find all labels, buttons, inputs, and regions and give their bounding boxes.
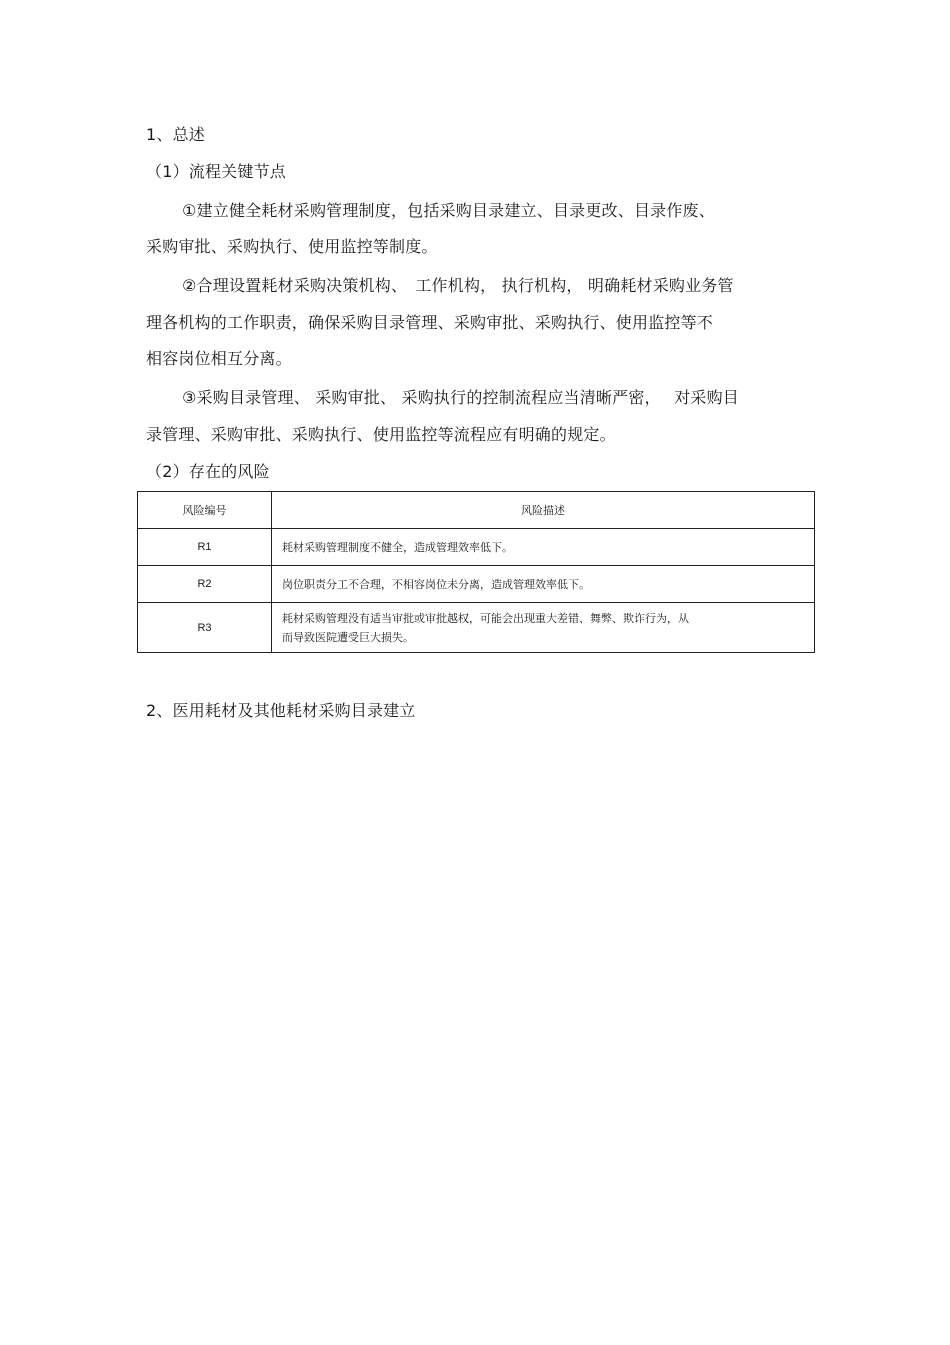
risk-id-cell: R2 — [138, 566, 272, 603]
header-risk-id: 风险编号 — [138, 492, 272, 529]
risk-desc-cell — [272, 566, 815, 603]
para-3-line-1: ③采购目录管理、 采购审批、 采购执行的控制流程应当清晰严密， 对采购目 — [182, 388, 740, 407]
table-header-row — [138, 492, 815, 529]
risk-id-cell: R3 — [138, 603, 272, 653]
risk-desc-line: 而导致医院遭受巨大损失。 — [282, 630, 414, 644]
risk-table — [137, 491, 815, 653]
risk-desc-line: 岗位职责分工不合理，不相容岗位未分离，造成管理效率低下。 — [282, 577, 590, 591]
subsection-1-title: （1）流程关键节点 — [146, 162, 286, 181]
risk-id-cell: R1 — [138, 529, 272, 566]
para-2-line-2: 理各机构的工作职责，确保采购目录管理、采购审批、采购执行、使用监控等不 — [146, 313, 714, 332]
risk-desc-line: 耗材采购管理制度不健全，造成管理效率低下。 — [282, 540, 513, 554]
table-row — [138, 566, 815, 603]
para-1-line-2: 采购审批、采购执行、使用监控等制度。 — [146, 237, 438, 256]
section-1-title: 1、总述 — [146, 125, 205, 144]
section-2-title: 2、医用耗材及其他耗材采购目录建立 — [146, 701, 416, 720]
header-risk-desc: 风险描述 — [272, 492, 815, 529]
para-2-line-1: ②合理设置耗材采购决策机构、 工作机构， 执行机构， 明确耗材采购业务管 — [182, 276, 734, 295]
table-row — [138, 529, 815, 566]
subsection-2-title: （2）存在的风险 — [146, 462, 270, 481]
para-3-line-2: 录管理、采购审批、采购执行、使用监控等流程应有明确的规定。 — [146, 425, 616, 444]
risk-desc-line: 耗材采购管理没有适当审批或审批越权，可能会出现重大差错、舞弊、欺诈行为，从 — [282, 611, 689, 625]
table-row — [138, 603, 815, 653]
para-1-line-1: ①建立健全耗材采购管理制度，包括采购目录建立、目录更改、目录作废、 — [182, 201, 715, 220]
risk-desc-cell — [272, 603, 815, 653]
risk-desc-cell — [272, 529, 815, 566]
para-2-line-3: 相容岗位相互分离。 — [146, 349, 292, 368]
